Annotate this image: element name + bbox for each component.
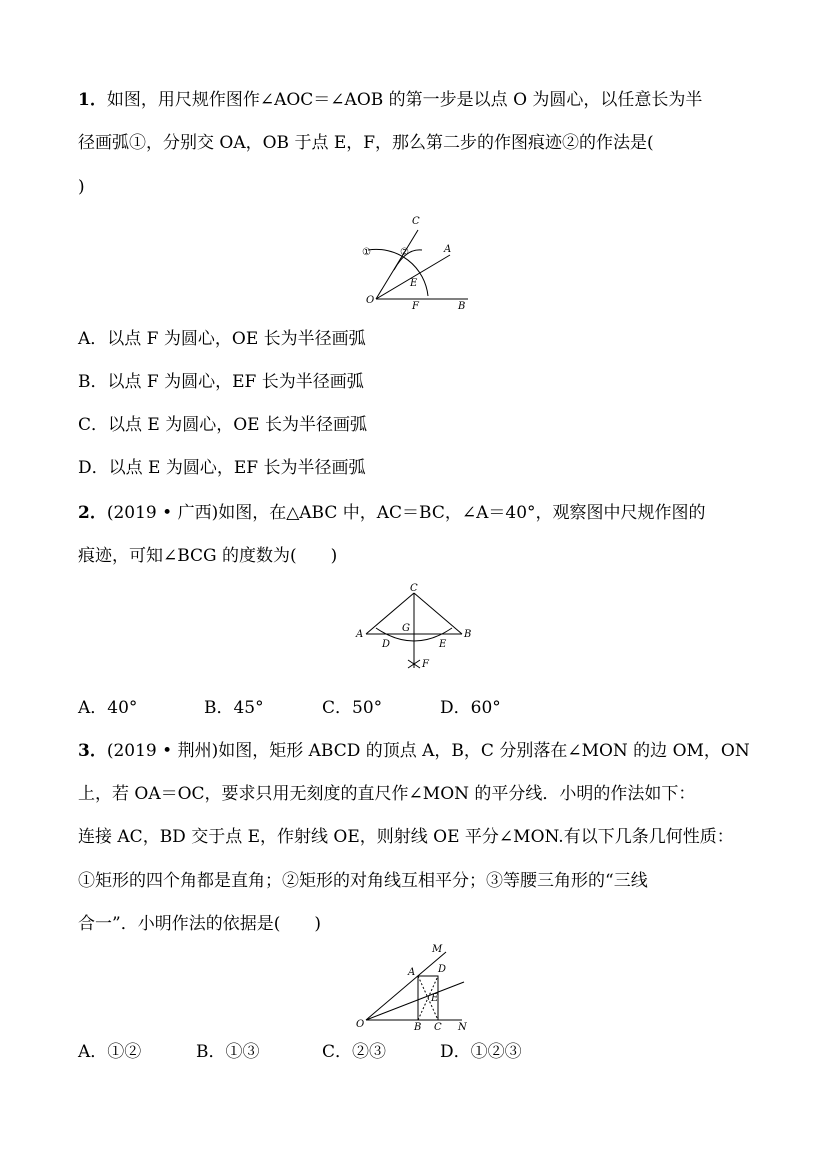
q3-line-3: 连接 AC，BD 交于点 E，作射线 OE，则射线 OE 平分∠MON.有以下几条几何性质： bbox=[78, 827, 734, 847]
q3-line-5: 合一”．小明作法的依据是( ) bbox=[78, 914, 321, 934]
q2-line-2: 痕迹，可知∠BCG 的度数为( ) bbox=[78, 546, 338, 566]
q1-line-3: ) bbox=[78, 177, 85, 197]
q1-number: 1． bbox=[78, 90, 107, 110]
label-b: B bbox=[458, 301, 466, 312]
label-e: E bbox=[439, 639, 447, 650]
label-o: O bbox=[356, 1019, 365, 1030]
label-c: C bbox=[412, 216, 420, 227]
label-d: D bbox=[438, 964, 447, 975]
q2-option-a[interactable]: A．40° bbox=[78, 698, 138, 718]
label-n: N bbox=[458, 1022, 467, 1033]
label-a: A bbox=[408, 967, 416, 978]
ray-oe bbox=[366, 982, 464, 1020]
q1-line-2: 径画弧①，分别交 OA，OB 于点 E，F，那么第二步的作图痕迹②的作法是( bbox=[78, 133, 654, 153]
mark-1: ① bbox=[362, 247, 371, 258]
label-b: B bbox=[464, 629, 472, 640]
q3-option-d[interactable]: D．①②③ bbox=[440, 1042, 522, 1062]
label-c: C bbox=[434, 1022, 442, 1033]
q3-option-a[interactable]: A．①② bbox=[78, 1042, 142, 1062]
q2-option-d[interactable]: D．60° bbox=[440, 698, 501, 718]
label-g: G bbox=[402, 623, 410, 634]
q3-option-c[interactable]: C．②③ bbox=[322, 1042, 387, 1062]
q3-number: 3． bbox=[78, 741, 107, 761]
label-b: B bbox=[414, 1022, 422, 1033]
label-f: F bbox=[422, 659, 429, 670]
label-a: A bbox=[356, 629, 364, 640]
q3-line-4: ①矩形的四个角都是直角；②矩形的对角线互相平分；③等腰三角形的“三线 bbox=[78, 871, 648, 891]
q2-number: 2． bbox=[78, 503, 107, 523]
q2-option-c[interactable]: C．50° bbox=[322, 698, 383, 718]
q1-option-c[interactable]: C．以点 E 为圆心，OE 长为半径画弧 bbox=[78, 415, 367, 435]
label-e: E bbox=[431, 993, 439, 1004]
q3-line-1: 3．(2019 • 荆州)如图，矩形 ABCD 的顶点 A，B，C 分别落在∠MON 的边 OM，ON bbox=[78, 741, 750, 761]
ray-oa bbox=[376, 255, 450, 299]
q1-figure bbox=[330, 210, 490, 316]
label-e: E bbox=[410, 278, 418, 289]
label-a: A bbox=[444, 244, 452, 255]
q1-line-1: 1．如图，用尺规作图作∠AOC＝∠AOB 的第一步是以点 O 为圆心，以任意长为半 bbox=[78, 90, 703, 110]
q2-option-b[interactable]: B．45° bbox=[204, 698, 264, 718]
label-o: O bbox=[366, 295, 375, 306]
q1-option-d[interactable]: D．以点 E 为圆心，EF 长为半径画弧 bbox=[78, 458, 366, 478]
label-d: D bbox=[382, 639, 391, 650]
q2-figure bbox=[350, 582, 480, 672]
label-m: M bbox=[432, 944, 443, 955]
side-bc bbox=[414, 593, 462, 634]
q1-option-b[interactable]: B．以点 F 为圆心，EF 长为半径画弧 bbox=[78, 372, 364, 392]
q3-figure bbox=[350, 940, 480, 1032]
q3-line-2: 上，若 OA＝OC，要求只用无刻度的直尺作∠MON 的平分线．小明的作法如下： bbox=[78, 784, 696, 804]
mark-2: ② bbox=[400, 247, 409, 258]
arc-1 bbox=[368, 249, 428, 296]
label-f: F bbox=[412, 301, 419, 312]
q3-option-b[interactable]: B．①③ bbox=[196, 1042, 260, 1062]
label-c: C bbox=[410, 583, 418, 594]
q2-line-1: 2．(2019 • 广西)如图，在△ABC 中，AC＝BC，∠A＝40°，观察图中尺规作图的 bbox=[78, 503, 706, 523]
q1-option-a[interactable]: A．以点 F 为圆心，OE 长为半径画弧 bbox=[78, 329, 366, 349]
